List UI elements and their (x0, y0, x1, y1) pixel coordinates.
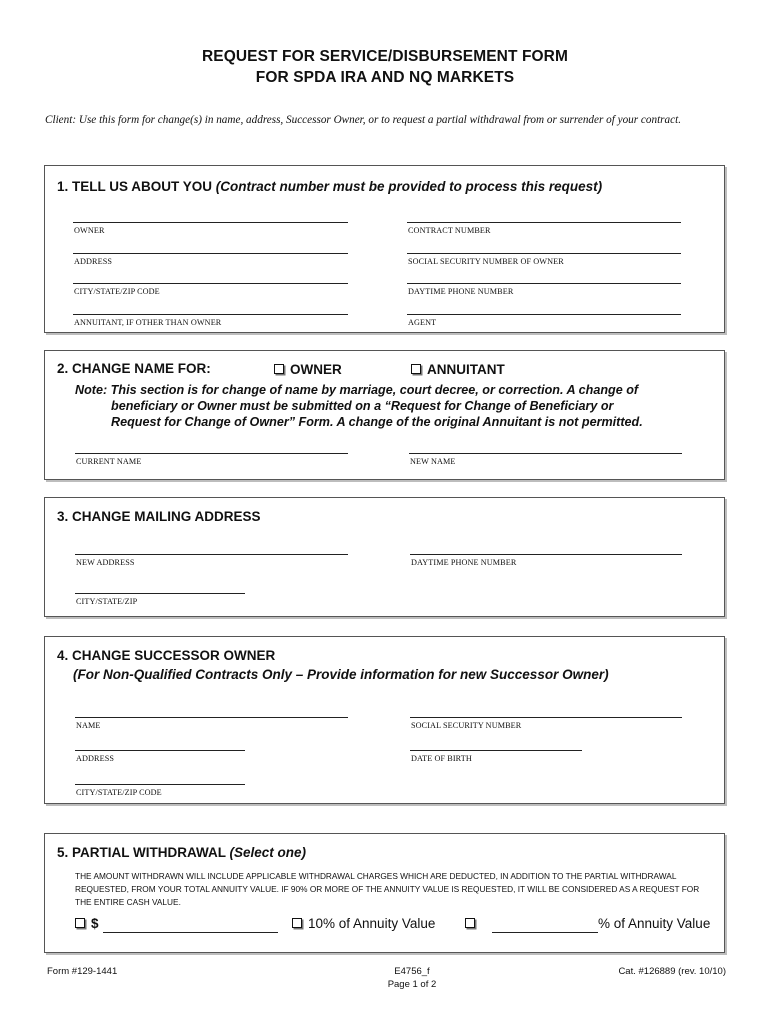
form-title-line1: REQUEST FOR SERVICE/DISBURSEMENT FORM (202, 48, 568, 65)
checkbox-icon[interactable] (465, 918, 475, 928)
annuitant-label: ANNUITANT, IF OTHER THAN OWNER (74, 318, 222, 327)
section2-heading: 2. CHANGE NAME FOR: (57, 361, 211, 376)
section5-heading: 5. PARTIAL WITHDRAWAL (Select one) (57, 845, 307, 860)
successor-city-state-zip-label: CITY/STATE/ZIP CODE (76, 788, 162, 797)
mailing-city-state-zip-label: CITY/STATE/ZIP (76, 597, 138, 606)
section-change-successor-owner (44, 636, 725, 804)
catalog-number: Cat. #126889 (rev. 10/10) (618, 966, 726, 977)
page-number: Page 1 of 2 (387, 979, 437, 990)
section-change-name (44, 350, 725, 480)
section4-subheading: (For Non-Qualified Contracts Only – Provide information for new Successor Owner) (73, 667, 609, 682)
new-address-label: NEW ADDRESS (76, 558, 135, 567)
section3-heading: 3. CHANGE MAILING ADDRESS (57, 509, 261, 524)
custom-percent-option[interactable] (465, 916, 481, 931)
new-name-label: NEW NAME (410, 457, 456, 466)
contract-number-label: CONTRACT NUMBER (408, 226, 491, 235)
section-tell-us-about-you (44, 165, 725, 333)
current-name-label: CURRENT NAME (76, 457, 142, 466)
ten-percent-option[interactable]: 10% of Annuity Value (292, 916, 435, 931)
section-change-mailing-address (44, 497, 725, 617)
agent-label: AGENT (408, 318, 437, 327)
custom-percent-field[interactable] (492, 914, 598, 933)
address-label: ADDRESS (74, 257, 113, 266)
client-instructions: Client: Use this form for change(s) in name, address, Successor Owner, or to request a partial withdrawal from or surrender of your contract. (45, 114, 682, 126)
form-number: Form #129-1441 (47, 966, 118, 977)
checkbox-icon[interactable] (292, 918, 302, 928)
ssn-label: SOCIAL SECURITY NUMBER OF OWNER (408, 257, 564, 266)
change-name-note: Note: This section is for change of name by marriage, court decree, or correction. A change of beneficiary or Owner must be submitted on a “Request for Change of Beneficiary or Request for Change of Owner” Form. A change of the original Annuitant is not permitted. (75, 383, 643, 429)
section1-heading: 1. TELL US ABOUT YOU (Contract number must be provided to process this request) (57, 179, 603, 194)
annuitant-checkbox-option[interactable]: ANNUITANT (411, 362, 505, 377)
successor-address-label: ADDRESS (76, 754, 115, 763)
successor-dob-label: DATE OF BIRTH (411, 754, 472, 763)
checkbox-icon[interactable] (75, 918, 85, 928)
dollar-amount-option[interactable]: $ (75, 916, 99, 931)
section4-heading: 4. CHANGE SUCCESSOR OWNER (57, 648, 276, 663)
form-code: E4756_f (394, 966, 430, 977)
successor-ssn-label: SOCIAL SECURITY NUMBER (411, 721, 522, 730)
footer-center (300, 965, 524, 991)
custom-percent-suffix: % of Annuity Value (598, 916, 711, 931)
form-title-line2: FOR SPDA IRA AND NQ MARKETS (255, 69, 515, 86)
dollar-amount-field[interactable] (103, 914, 278, 933)
checkbox-icon[interactable] (411, 364, 421, 374)
owner-checkbox-option[interactable]: OWNER (274, 362, 342, 377)
withdrawal-disclosure: THE AMOUNT WITHDRAWN WILL INCLUDE APPLICABLE WITHDRAWAL CHARGES WHICH ARE DEDUCTED, IN ADDITION TO THE PARTIAL WITHDRAWAL REQUESTED, FROM YOUR TOTAL ANNUITY VALUE. IF 90% OR MORE OF THE ANNUITY VALUE IS REQUESTED, IT WILL BE CONSIDERED AS A REQUEST FOR THE ENTIRE CASH VALUE. (75, 871, 700, 907)
checkbox-icon[interactable] (274, 364, 284, 374)
owner-label: OWNER (74, 226, 105, 235)
city-state-zip-label: CITY/STATE/ZIP CODE (74, 287, 160, 296)
mailing-daytime-phone-label: DAYTIME PHONE NUMBER (411, 558, 517, 567)
daytime-phone-label: DAYTIME PHONE NUMBER (408, 287, 514, 296)
section-partial-withdrawal (44, 833, 725, 953)
successor-name-label: NAME (76, 721, 101, 730)
